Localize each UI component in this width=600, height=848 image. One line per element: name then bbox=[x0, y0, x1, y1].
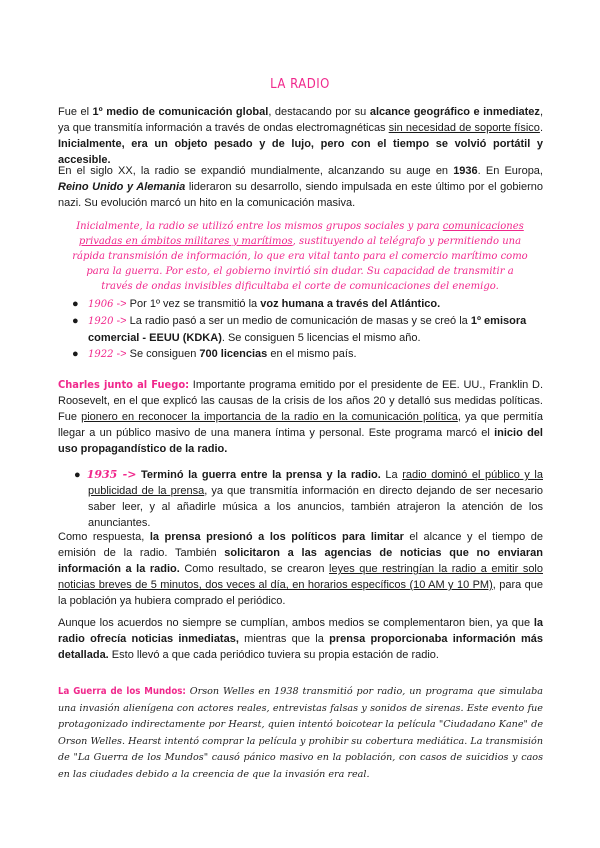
bold-italic-text: Reino Unido y Alemania bbox=[58, 181, 186, 193]
text: Orson Welles en 1938 transmitió por radio, un programa que simulaba una invasión alienígena con actores reales, entrevistas falsas y sonidos de sirenas. Este evento fue protagonizado indirectamente por Hearst, quien intentó boicotear la película "Ciudadano Kane" de Orson Welles. Hearst intentó comprar la película y prohibir su cobertura mediática. La transmisión de "La Guerra de los Mundos" causó pánico masivo en la población, con casos de suicidios y caos en las ciudades debido a la creencia de que la invasión era real. bbox=[58, 686, 543, 780]
list-item bbox=[58, 346, 543, 363]
intro-paragraph bbox=[58, 104, 543, 168]
text: en el mismo país. bbox=[267, 348, 357, 360]
text: Esto llevó a que cada periódico tuviera su propia estación de radio. bbox=[108, 649, 439, 661]
text: En el siglo XX, la radio se expandió mundialmente, alcanzando su auge en bbox=[58, 165, 454, 177]
bullet-icon: ● bbox=[72, 315, 79, 327]
bold-text: inicio del uso propagandístico de la radio. bbox=[58, 427, 543, 455]
bold-text: 700 licencias bbox=[199, 348, 268, 360]
charles-paragraph bbox=[58, 377, 543, 457]
underlined-text: comunicaciones privadas en ámbitos militares y marítimos bbox=[78, 221, 524, 247]
text: Importante programa emitido por el presidente de EE. UU., Franklin D. Roosevelt, en el que explicó las causas de la crisis de los años 20 y detalló sus medidas políticas. Fue bbox=[58, 379, 544, 423]
text: Se consiguen bbox=[129, 348, 200, 360]
bold-text: prensa proporcionaba información más detallada. bbox=[58, 633, 543, 661]
arrow-icon: -> bbox=[113, 298, 130, 310]
agreements-paragraph bbox=[58, 615, 543, 663]
year-label: 1922 bbox=[88, 349, 114, 360]
text: , ya que permitía llegar a un público masivo de una manera íntima y personal. Este programa marcó el bbox=[58, 411, 543, 439]
text: Por 1º vez se transmitió la bbox=[129, 298, 261, 310]
text: , para que la población ya hubiera comprado el periódico. bbox=[58, 579, 543, 607]
text: , ya que transmitía información a través de ondas electromagnéticas bbox=[58, 106, 543, 134]
text: , ya que transmitía información en directo dejando de ser necesario saber leer, y al añadirle música a los anuncios, también atrajeron la atención de los anunciantes. bbox=[88, 485, 544, 529]
bold-text: 1º emisora comercial - EEUU (KDKA) bbox=[88, 315, 527, 344]
underlined-text: radio dominó el público y la publicidad de la prensa bbox=[88, 469, 543, 497]
text: . Se consiguen 5 licencias el mismo año. bbox=[221, 332, 421, 344]
arrow-icon: -> bbox=[113, 348, 130, 360]
text: . bbox=[539, 122, 543, 134]
text: Como respuesta, bbox=[58, 531, 150, 543]
bold-text: la radio ofrecía noticias inmediatas, bbox=[58, 617, 543, 645]
bold-text: solicitaron a las agencias de noticias que no enviaran información a la radio. bbox=[58, 547, 543, 575]
text: lideraron su desarrollo, siendo impulsada en este último por el gobierno nazi. Su evolución marcó un hito en la comunicación masiva. bbox=[58, 181, 543, 209]
section-heading: Charles junto al Fuego: bbox=[58, 378, 190, 391]
bold-text: voz humana a través del Atlántico. bbox=[260, 298, 441, 310]
expansion-paragraph bbox=[58, 163, 543, 211]
list-item bbox=[58, 313, 543, 346]
text: mientras que la bbox=[238, 633, 330, 645]
text: Como resultado, se crearon bbox=[179, 563, 330, 575]
bullet-icon: ● bbox=[72, 348, 79, 360]
text: el alcance y el tiempo de emisión de la radio. También bbox=[58, 531, 543, 559]
highlight-quote bbox=[72, 219, 528, 294]
text: , sustituyendo al telégrafo y permitiendo una rápida transmisión de información, lo que era vital tanto para el comercio marítimo como para la guerra. Por esto, el gobierno invirtió sin dudar. Su capacidad de transmitir a través de ondas invisibles dificultaba el corte de comunicaciones del enemigo. bbox=[72, 236, 528, 292]
text: . En Europa, bbox=[477, 165, 543, 177]
war-press-radio-item bbox=[74, 467, 544, 531]
underlined-text: sin necesidad de soporte físico bbox=[388, 122, 540, 134]
bullet-icon: ● bbox=[72, 298, 79, 310]
bold-text: Terminó la guerra entre la prensa y la radio. bbox=[136, 469, 381, 481]
text: Fue el bbox=[58, 106, 93, 118]
year-label: 1935 -> bbox=[86, 468, 137, 481]
underlined-text: pionero en reconocer la importancia de la radio en la comunicación política bbox=[81, 411, 458, 423]
underlined-text: leyes que restringían la radio a emitir solo noticias breves de 5 minutos, dos veces al día, en horarios específicos (10 AM y 10 PM) bbox=[58, 563, 543, 591]
list-item bbox=[58, 296, 543, 313]
arrow-icon: -> bbox=[113, 315, 130, 327]
text: La radio pasó a ser un medio de comunicación de masas y se creó la bbox=[129, 315, 471, 327]
response-paragraph bbox=[58, 529, 543, 609]
page-title: LA RADIO bbox=[270, 77, 330, 92]
bold-text: 1936 bbox=[453, 165, 478, 177]
year-label: 1906 bbox=[88, 299, 114, 310]
text: Aunque los acuerdos no siempre se cumplían, ambos medios se complementaron bien, ya que bbox=[58, 617, 534, 629]
text: , destacando por su bbox=[268, 106, 370, 118]
bold-text: Inicialmente, era un objeto pesado y de lujo, pero con el tiempo se volvió portátil y accesible. bbox=[58, 138, 543, 166]
war-of-worlds-paragraph bbox=[58, 684, 543, 783]
section-heading: La Guerra de los Mundos: bbox=[58, 686, 186, 697]
bold-text: 1º medio de comunicación global bbox=[92, 106, 269, 118]
timeline-list bbox=[58, 296, 543, 363]
bold-text: la prensa presionó a los políticos para limitar bbox=[149, 531, 404, 543]
bullet-icon: ● bbox=[74, 469, 87, 481]
year-label: 1920 bbox=[88, 316, 114, 327]
bold-text: alcance geográfico e inmediatez bbox=[369, 106, 540, 118]
text: La bbox=[380, 469, 403, 481]
text: Inicialmente, la radio se utilizó entre los mismos grupos sociales y para bbox=[76, 221, 443, 232]
